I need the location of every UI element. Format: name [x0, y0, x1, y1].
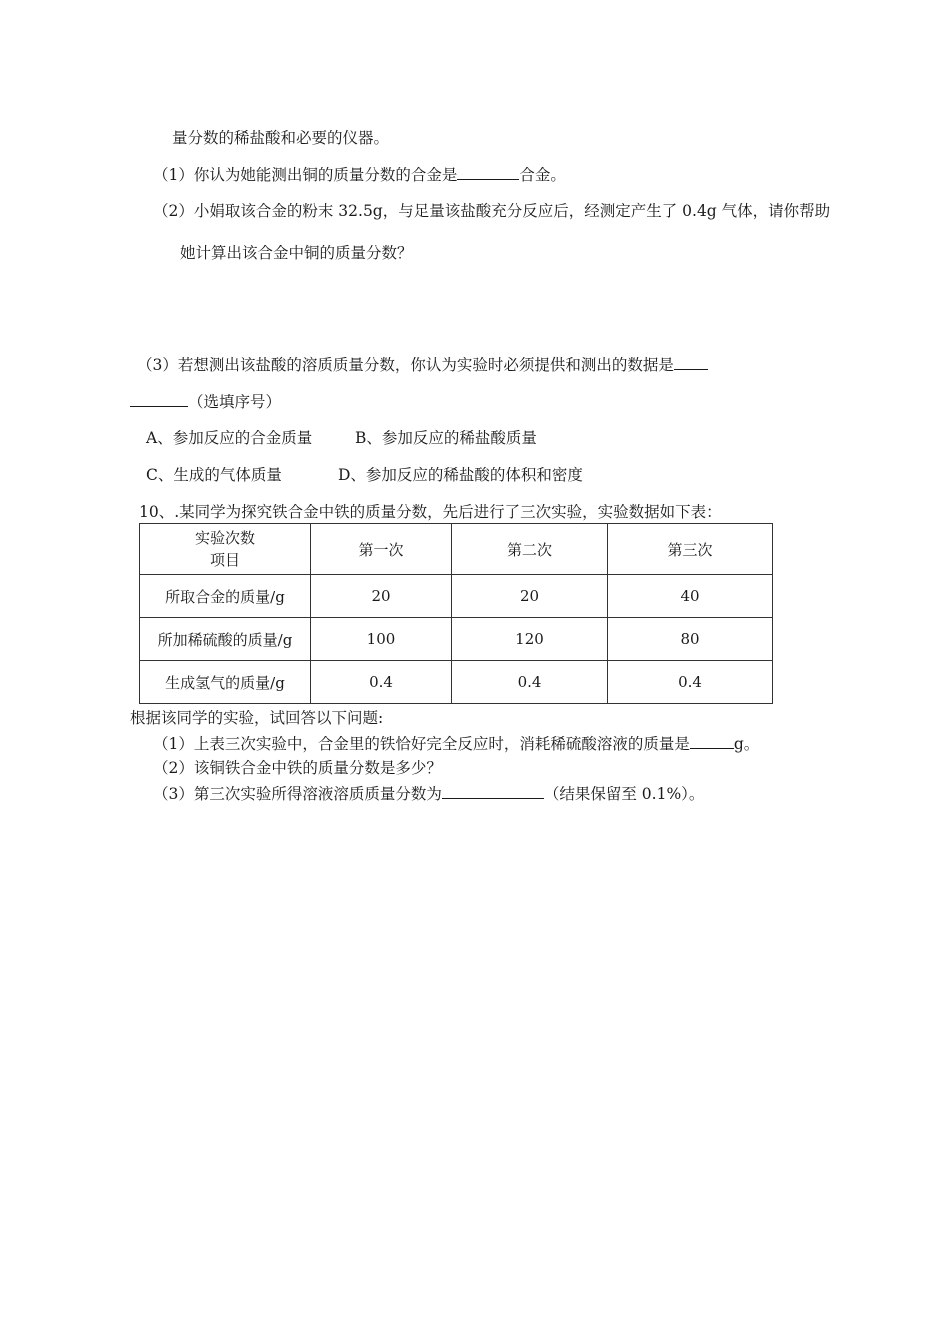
table-cell: 0.4	[452, 661, 608, 704]
row-label: 所加稀硫酸的质量/g	[140, 618, 311, 661]
q9-option-a: A、参加反应的合金质量	[146, 429, 313, 447]
q9-option-d: D、参加反应的稀盐酸的体积和密度	[338, 466, 583, 484]
corner-bottom-label: 项目	[209, 551, 240, 569]
table-cell: 20	[311, 575, 452, 618]
q10-sub3-text: （3）第三次实验所得溶液溶质质量分数为	[153, 785, 442, 803]
q9-sub3-blank-a[interactable]	[674, 354, 708, 370]
column-header: 第三次	[608, 524, 773, 575]
table-row	[140, 618, 773, 661]
q9-sub3-line2	[130, 391, 281, 412]
q10-sub1	[153, 733, 759, 754]
q10-sub3-suffix: （结果保留至 0.1%）。	[543, 785, 705, 803]
row-label: 生成氢气的质量/g	[140, 661, 311, 704]
q10-sub2: （2）该铜铁合金中铁的质量分数是多少？	[153, 759, 442, 777]
column-header: 第一次	[311, 524, 452, 575]
corner-top-label: 实验次数	[194, 529, 255, 547]
q10-sub1-suffix: g。	[733, 735, 760, 753]
q9-sub2-line2: 她计算出该合金中铜的质量分数？	[180, 244, 413, 262]
table-cell: 40	[608, 575, 773, 618]
table-cell: 120	[452, 618, 608, 661]
row-label: 所取合金的质量/g	[140, 575, 311, 618]
q9-option-c: C、生成的气体质量	[146, 466, 282, 484]
table-cell: 20	[452, 575, 608, 618]
table-cell: 80	[608, 618, 773, 661]
table-cell: 0.4	[311, 661, 452, 704]
q9-sub1	[153, 164, 566, 185]
q9-sub1-suffix: 合金。	[519, 166, 566, 184]
q10-follow: 根据该同学的实验，试回答以下问题:	[130, 709, 384, 727]
q10-sub3-blank[interactable]	[442, 783, 544, 799]
q9-sub3-hint: （选填序号）	[188, 393, 282, 411]
table-corner-cell	[140, 524, 311, 575]
q9-sub3-text: （3）若想测出该盐酸的溶质质量分数，你认为实验时必须提供和测出的数据是	[137, 356, 674, 374]
q10-sub1-blank[interactable]	[690, 733, 734, 749]
table-cell: 100	[311, 618, 452, 661]
q9-sub3-blank-b[interactable]	[130, 391, 188, 407]
q10-data-table	[139, 523, 773, 704]
q10-sub3	[153, 783, 704, 804]
q9-sub2-line1: （2）小娟取该合金的粉末 32.5g，与足量该盐酸充分反应后，经测定产生了 0.4g 气体，请你帮助	[153, 202, 831, 220]
q9-option-b: B、参加反应的稀盐酸质量	[355, 429, 537, 447]
table-row	[140, 661, 773, 704]
q9-sub1-blank[interactable]	[457, 164, 519, 180]
q10-intro: 10、.某同学为探究铁合金中铁的质量分数，先后进行了三次实验，实验数据如下表：	[139, 503, 722, 521]
column-header: 第二次	[452, 524, 608, 575]
table-header-row	[140, 524, 773, 575]
q10-sub1-text: （1）上表三次实验中，合金里的铁恰好完全反应时，消耗稀硫酸溶液的质量是	[153, 735, 690, 753]
q9-intro-tail: 量分数的稀盐酸和必要的仪器。	[172, 129, 390, 147]
q9-sub1-text: （1）你认为她能测出铜的质量分数的合金是	[153, 166, 458, 184]
table-cell: 0.4	[608, 661, 773, 704]
q9-sub3-line1	[137, 354, 708, 375]
table-row	[140, 575, 773, 618]
